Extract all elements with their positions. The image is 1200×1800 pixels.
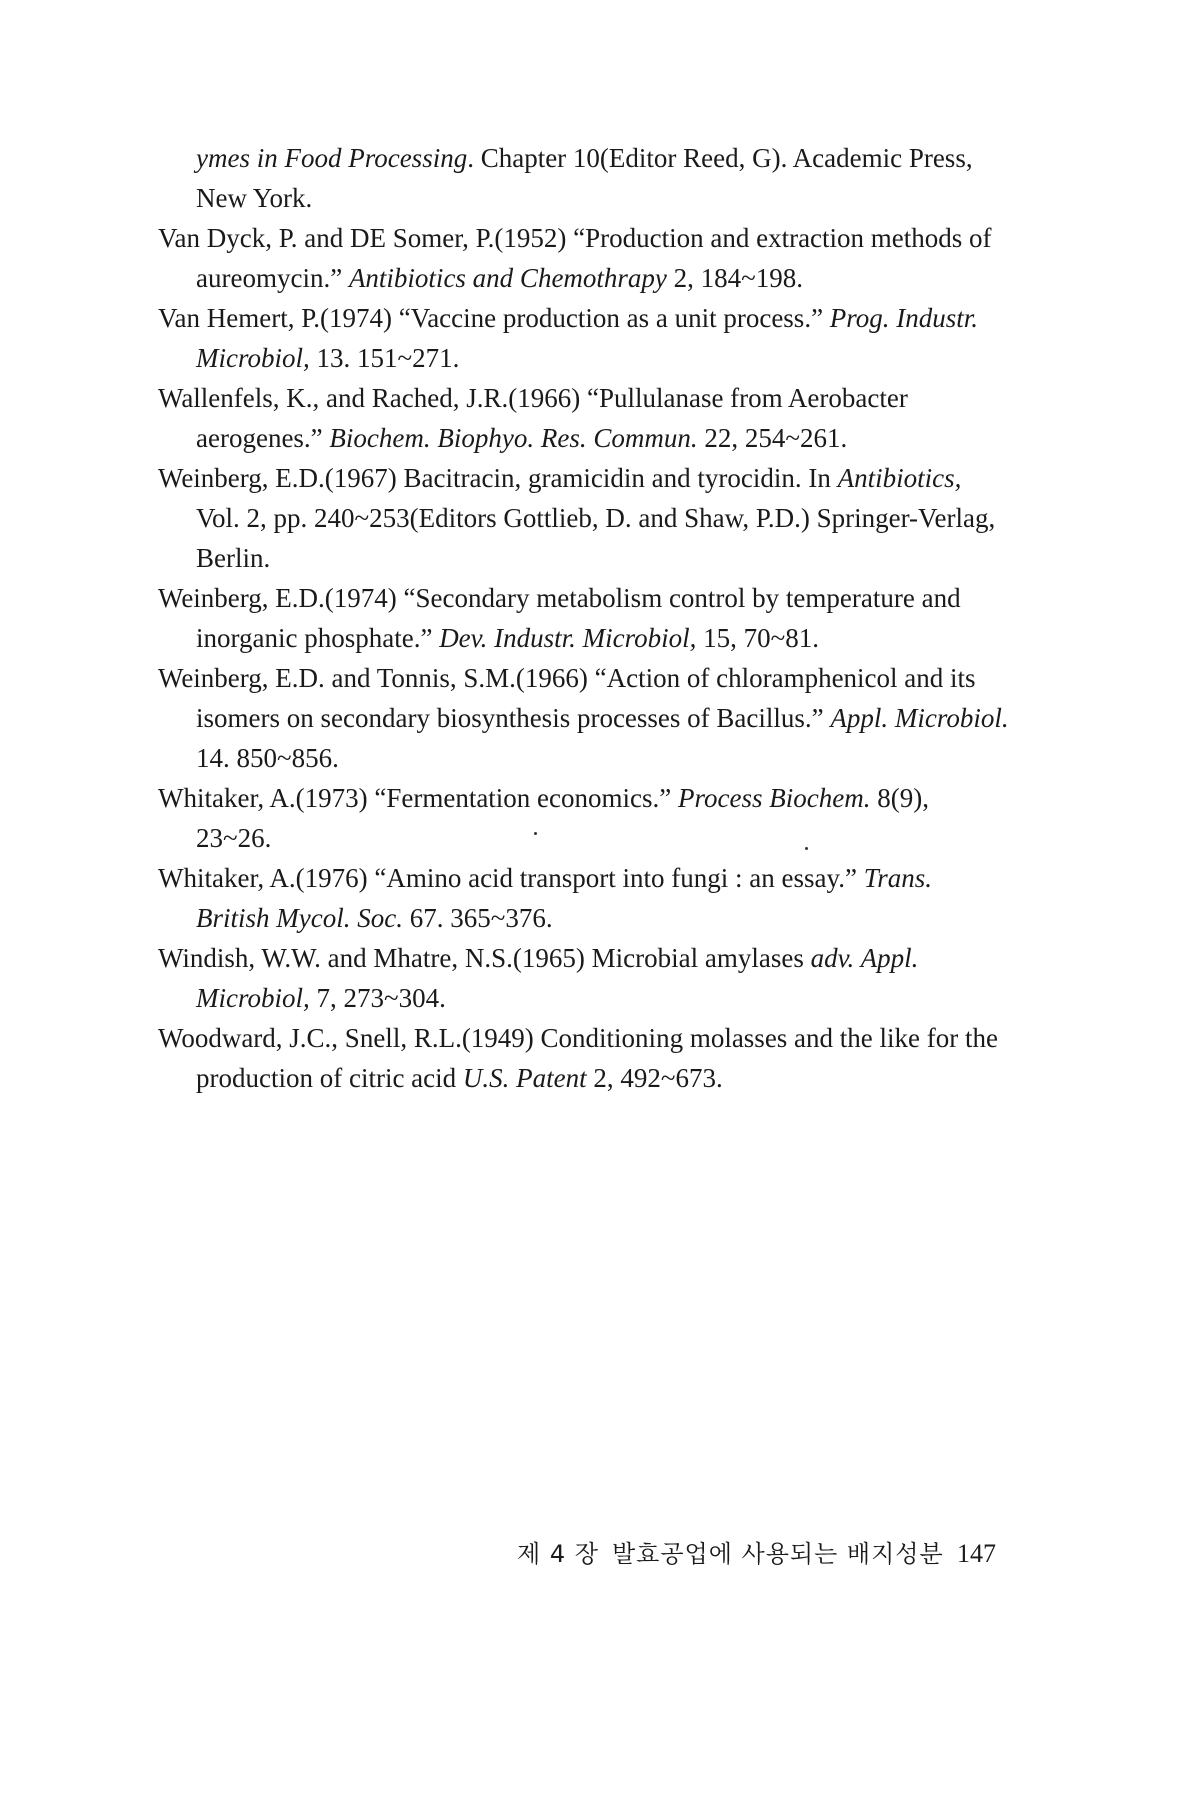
reference-entry (158, 1018, 1010, 1098)
reference-entry (158, 218, 1010, 298)
reference-text: Windish, W.W. and Mhatre, N.S.(1965) Microbial amylases (158, 943, 811, 973)
reference-italic-text: Antibiotics, (837, 463, 962, 493)
reference-text: 67. 365~376. (402, 903, 553, 933)
reference-italic-text: Appl. Microbiol. (830, 703, 1009, 733)
reference-text: . Chapter 10(Editor Reed, G). Academic Press, New York. (196, 143, 973, 213)
reference-text: Van Hemert, P.(1974) “Vaccine production as a unit process.” (158, 303, 830, 333)
footer-chapter-label: 제 4 장 (517, 1540, 599, 1568)
reference-text: 15, 70~81. (696, 623, 820, 653)
reference-entry (158, 938, 1010, 1018)
reference-italic-text: adv. Appl. Microbiol, (196, 943, 919, 1013)
reference-entry (158, 578, 1010, 658)
reference-text: Whitaker, A.(1976) “Amino acid transport into fungi : an essay.” (158, 863, 864, 893)
scan-speck (534, 832, 537, 835)
reference-list (158, 138, 1010, 1098)
page-footer (0, 1534, 1200, 1574)
reference-entry (158, 298, 1010, 378)
reference-italic-text: Process Biochem. (678, 783, 871, 813)
reference-entry (158, 658, 1010, 778)
reference-entry (158, 778, 1010, 858)
reference-text: Weinberg, E.D. and Tonnis, S.M.(1966) “Action of chloramphenicol and its isomers on secondary biosynthesis processes of Bacillus.” (158, 663, 976, 733)
reference-text: Weinberg, E.D.(1974) “Secondary metabolism control by temperature and inorganic phosphate.” (158, 583, 961, 653)
reference-text: Woodward, J.C., Snell, R.L.(1949) Conditioning molasses and the like for the production of citric acid (158, 1023, 998, 1093)
reference-text: 14. 850~856. (196, 743, 339, 773)
reference-text: 8(9), 23~26. (196, 783, 929, 853)
footer-chapter-title: 발효공업에 사용되는 배지성분 (612, 1540, 944, 1568)
reference-text: 7, 273~304. (309, 983, 446, 1013)
page-number: 147 (957, 1539, 996, 1568)
reference-italic-text: U.S. Patent (462, 1063, 587, 1093)
reference-italic-text: ymes in Food Processing (196, 143, 468, 173)
reference-text: Wallenfels, K., and Rached, J.R.(1966) “Pullulanase from Aerobacter aerogenes.” (158, 383, 908, 453)
reference-italic-text: Biochem. Biophyo. Res. Commun. (329, 423, 698, 453)
reference-text: 13. 151~271. (309, 343, 460, 373)
reference-text: Whitaker, A.(1973) “Fermentation economics.” (158, 783, 679, 813)
reference-entry (158, 138, 1010, 218)
scan-speck (805, 847, 808, 850)
reference-text: Weinberg, E.D.(1967) Bacitracin, gramicidin and tyrocidin. In (158, 463, 838, 493)
reference-text: Van Dyck, P. and DE Somer, P.(1952) “Production and extraction methods of aureomycin.” (158, 223, 992, 293)
reference-italic-text: Dev. Industr. Microbiol, (439, 623, 697, 653)
reference-italic-text: Prog. Industr. Microbiol, (196, 303, 979, 373)
reference-entry (158, 458, 1010, 578)
reference-italic-text: Antibiotics and Chemothrapy (348, 263, 667, 293)
reference-text: Vol. 2, pp. 240~253(Editors Gottlieb, D. and Shaw, P.D.) Springer-Verlag, Berlin. (196, 503, 996, 573)
reference-entry (158, 378, 1010, 458)
reference-entry (158, 858, 1010, 938)
reference-text: 2, 492~673. (586, 1063, 723, 1093)
reference-text: 22, 254~261. (697, 423, 848, 453)
reference-italic-text: Trans. British Mycol. Soc. (196, 863, 933, 933)
reference-text: 2, 184~198. (666, 263, 804, 293)
